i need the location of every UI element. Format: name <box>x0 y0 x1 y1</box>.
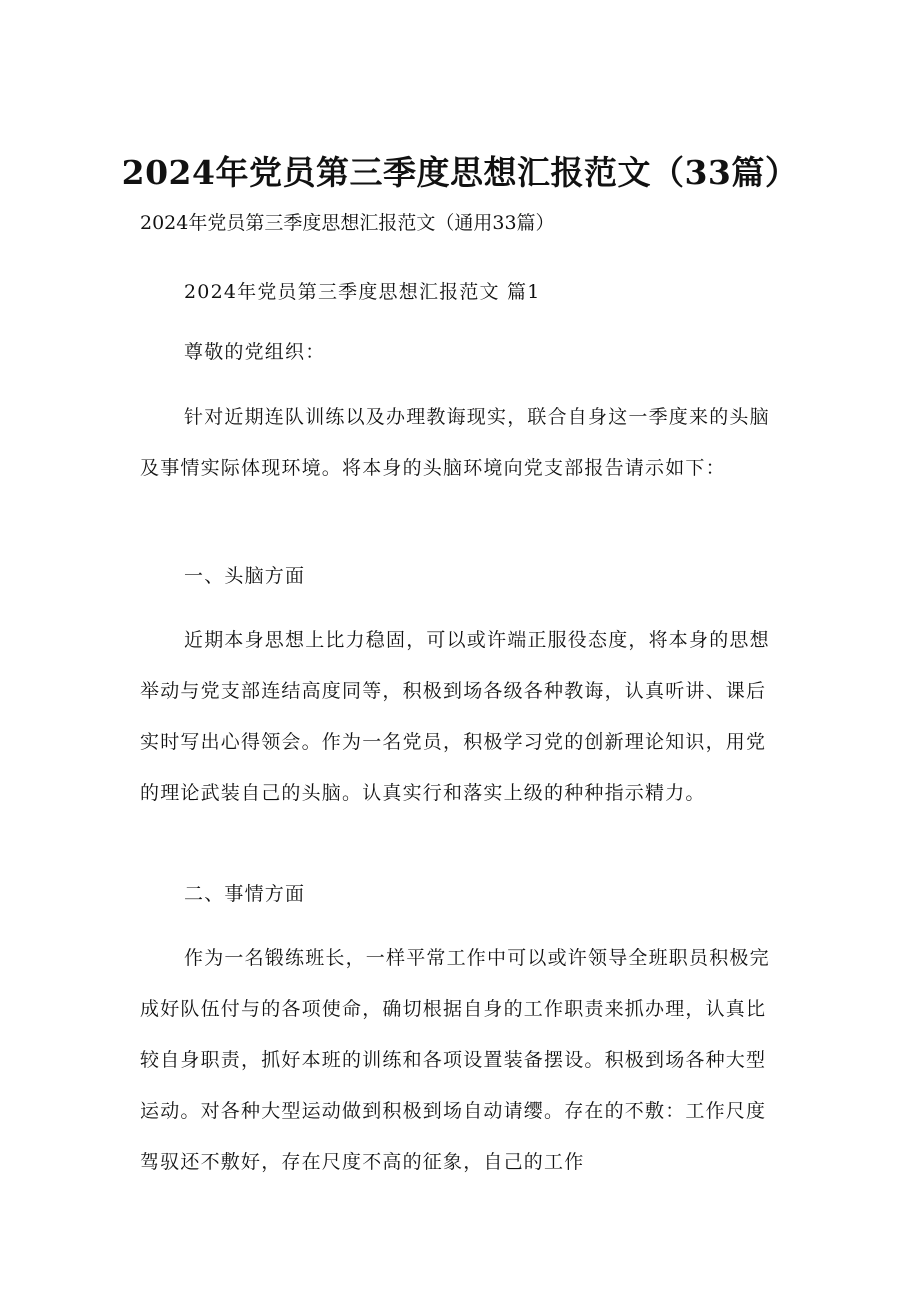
article-heading: 2024年党员第三季度思想汇报范文 篇1 <box>184 281 541 303</box>
document-subtitle: 2024年党员第三季度思想汇报范文（通用33篇） <box>140 212 555 234</box>
section2-title: 二、事情方面 <box>184 883 306 905</box>
document-title: 2024年党员第三季度思想汇报范文（33篇） <box>121 153 799 192</box>
greeting: 尊敬的党组织： <box>184 341 326 363</box>
intro-paragraph: 针对近期连队训练以及办理教诲现实，联合自身这一季度来的头脑及事情实际体现环境。将本身的头脑环境向党支部报告请示如下： <box>140 406 770 479</box>
section2-paragraph: 作为一名锻练班长，一样平常工作中可以或许领导全班职员积极完成好队伍付与的各项使命，确切根据自身的工作职责来抓办理，认真比较自身职责，抓好本班的训练和各项设置装备摆设。积极到场各种大型运动。对各种大型运动做到积极到场自动请缨。存在的不敷：工作尺度驾驭还不敷好，存在尺度不高的征象，自己的工作 <box>140 947 770 1173</box>
section1-title: 一、头脑方面 <box>184 565 306 587</box>
section1-paragraph: 近期本身思想上比力稳固，可以或许端正服役态度，将本身的思想举动与党支部连结高度同等，积极到场各级各种教诲，认真听讲、课后实时写出心得领会。作为一名党员，积极学习党的创新理论知识，用党的理论武装自己的头脑。认真实行和落实上级的种种指示精力。 <box>140 629 770 804</box>
